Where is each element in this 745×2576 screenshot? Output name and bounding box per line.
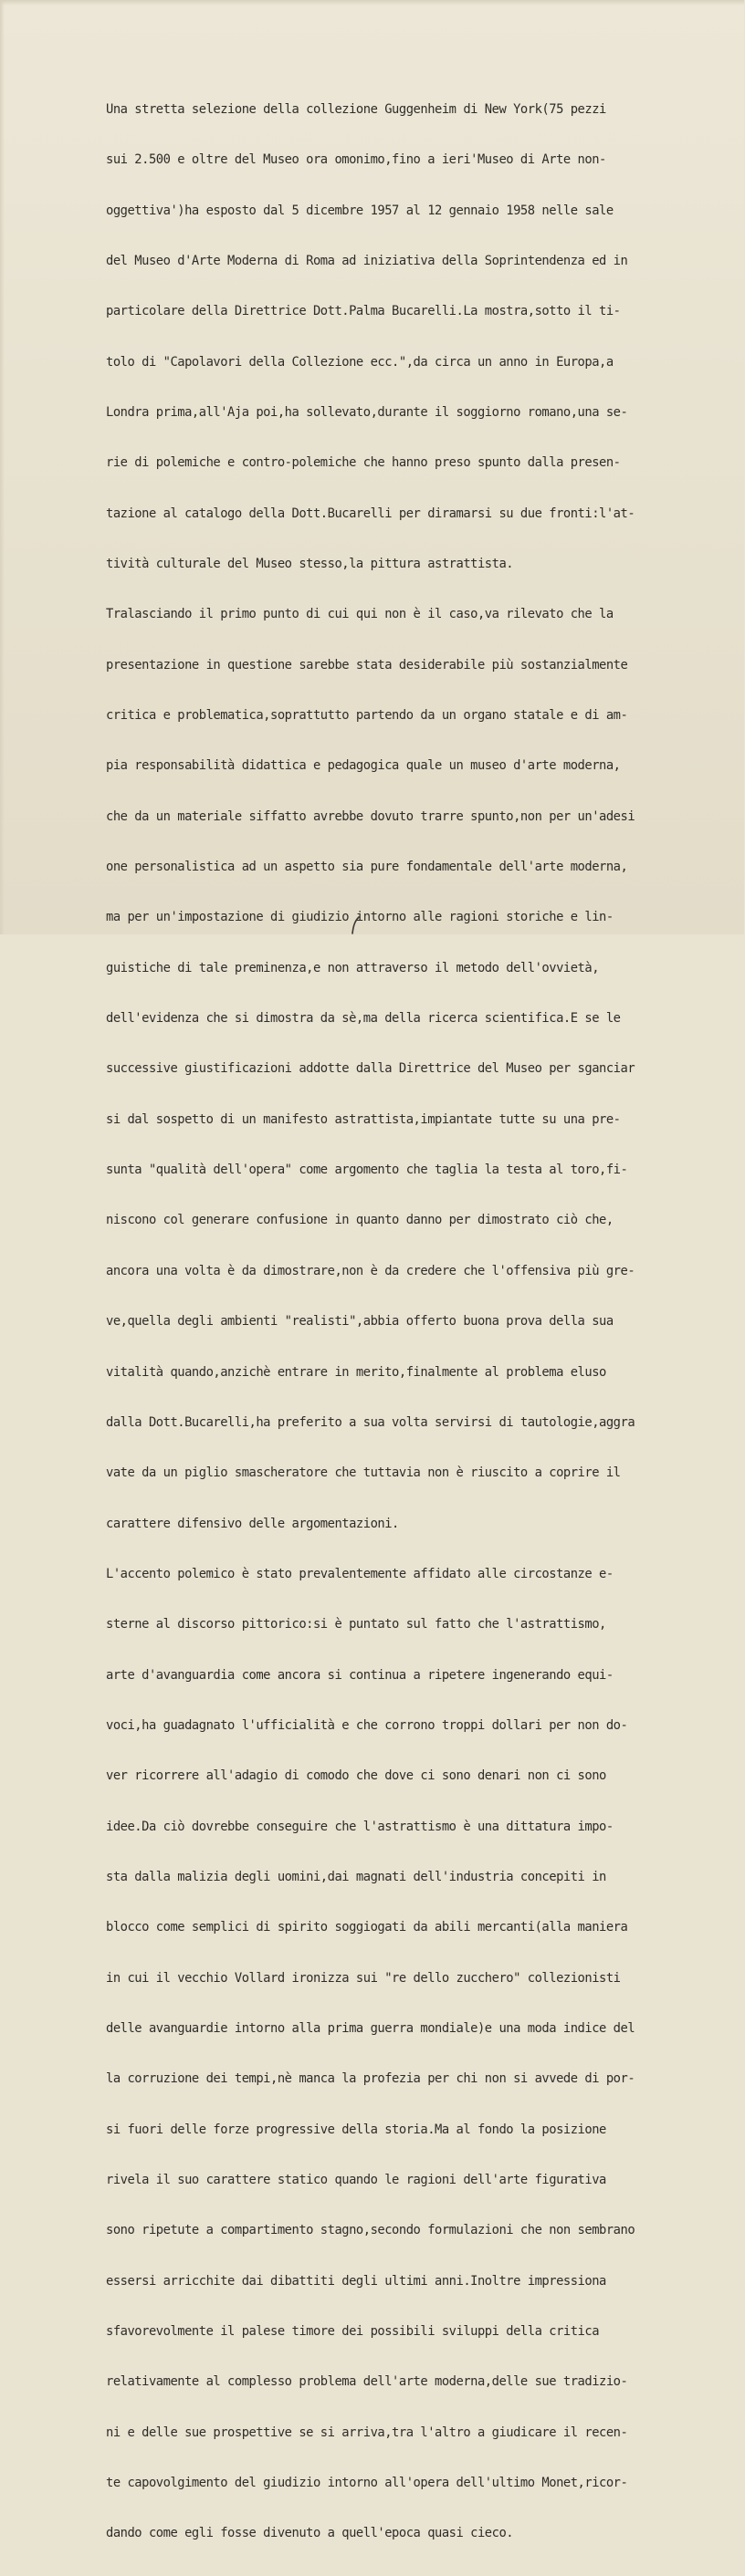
text-line: L'accento polemico è stato prevalentemente affidato alle circostanze e- [106,1566,614,1581]
text-line: ma per un'impostazione di giudizio intorno alle ragioni storiche e lin- [106,910,614,925]
text-line: rie di polemiche e contro-polemiche che hanno preso spunto dalla presen- [106,455,621,471]
text-line: pia responsabilità didattica e pedagogica quale un museo d'arte moderna, [106,758,621,774]
text-line: essersi arricchite dai dibattiti degli ultimi anni.Inoltre impressiona [106,2273,606,2289]
pencil-mark [349,916,363,934]
text-line: ve,quella degli ambienti "realisti",abbia offerto buona prova della sua [106,1314,614,1330]
text-line: tazione al catalogo della Dott.Bucarelli per diramarsi su due fronti:l'at- [106,506,635,521]
text-line: che da un materiale siffatto avrebbe dovuto trarre spunto,non per un'adesi [106,808,635,824]
text-line: ancora una volta è da dimostrare,non è da credere che l'offensiva più gre- [106,1263,635,1278]
text-line: ver ricorrere all'adagio di comodo che dove ci sono denari non ci sono [106,1768,606,1784]
paper-left-edge [0,0,5,934]
text-line: critica e problematica,soprattutto partendo da un organo statale e di am- [106,708,628,724]
text-line: relativamente al complesso problema dell'arte moderna,delle sue tradizio- [106,2374,628,2390]
text-line: vate da un piglio smascheratore che tuttavia non è riuscito a coprire il [106,1465,621,1481]
text-line: dell'evidenza che si dimostra da sè,ma della ricerca scientifica.E se le [106,1011,621,1027]
text-line: carattere difensivo delle argomentazioni. [106,1516,399,1531]
text-line: si dal sospetto di un manifesto astrattista,impiantate tutte su una pre- [106,1111,621,1127]
text-line: del Museo d'Arte Moderna di Roma ad iniziativa della Soprintendenza ed in [106,253,628,268]
text-line: sta dalla malizia degli uomini,dai magnati dell'industria concepiti in [106,1869,606,1884]
text-line: niscono col generare confusione in quanto danno per dimostrato ciò che, [106,1213,614,1228]
text-line: idee.Da ciò dovrebbe conseguire che l'astrattismo è una dittatura impo- [106,1819,614,1834]
text-line: dando come egli fosse divenuto a quell'epoca quasi cieco. [106,2526,514,2541]
text-line: tività culturale del Museo stesso,la pittura astrattista. [106,557,514,571]
text-line: sunta "qualità dell'opera" come argomento che taglia la testa al toro,fi- [106,1163,628,1178]
text-line: si fuori delle forze progressive della storia.Ma al fondo la posizione [106,2122,606,2137]
text-line: rivela il suo carattere statico quando le ragioni dell'arte figurativa [106,2173,606,2187]
text-line: voci,ha guadagnato l'ufficialità e che corrono troppi dollari per non do- [106,1717,628,1733]
paper-top-edge [0,0,744,5]
text-line: blocco come semplici di spirito soggiogati da abili mercanti(alla maniera [106,1920,628,1935]
text-line: one personalistica ad un aspetto sia pure fondamentale dell'arte moderna, [106,860,628,875]
text-line: la corruzione dei tempi,nè manca la profezia per chi non si avvede di por- [106,2071,635,2087]
text-line: successive giustificazioni addotte dalla Direttrice del Museo per sganciar [106,1061,635,1077]
text-line: presentazione in questione sarebbe stata desiderabile più sostanzialmente [106,657,628,673]
text-line: sono ripetute a compartimento stagno,secondo formulazioni che non sembrano [106,2223,635,2238]
text-line: sterne al discorso pittorico:si è puntato sul fatto che l'astrattismo, [106,1617,606,1632]
text-line: dalla Dott.Bucarelli,ha preferito a sua volta servirsi di tautologie,aggra [106,1414,635,1430]
text-line: delle avanguardie intorno alla prima guerra mondiale)e una moda indice del [106,2020,635,2036]
text-line: in cui il vecchio Vollard ironizza sui "re dello zucchero" collezionisti [106,1970,621,1986]
text-line: vitalità quando,anzichè entrare in merito,finalmente al problema eluso [106,1364,606,1380]
text-line: arte d'avanguardia come ancora si continua a ripetere ingenerando equi- [106,1667,614,1683]
text-line: Una stretta selezione della collezione Guggenheim di New York(75 pezzi [106,101,606,117]
text-line: particolare della Direttrice Dott.Palma Bucarelli.La mostra,sotto il ti- [106,304,621,319]
text-line: te capovolgimento del giudizio intorno all'opera dell'ultimo Monet,ricor- [106,2476,628,2491]
text-line: sfavorevolmente il palese timore dei possibili sviluppi della critica [106,2324,600,2340]
text-line: ni e delle sue prospettive se si arriva,tra l'altro a giudicare il recen- [106,2425,628,2440]
text-line: tolo di "Capolavori della Collezione ecc.",da circa un anno in Europa,a [106,354,614,370]
text-line: Londra prima,all'Aja poi,ha sollevato,durante il soggiorno romano,una se- [106,404,628,420]
text-line: guistiche di tale preminenza,e non attraverso il metodo dell'ovvietà, [106,960,600,975]
text-line: oggettiva')ha esposto dal 5 dicembre 1957 al 12 gennaio 1958 nelle sale [106,203,614,218]
typewritten-text [106,68,745,2576]
text-line: Tralasciando il primo punto di cui qui non è il caso,va rilevato che la [106,607,614,622]
text-line: sui 2.500 e oltre del Museo ora omonimo,fino a ieri'Museo di Arte non- [106,152,606,168]
